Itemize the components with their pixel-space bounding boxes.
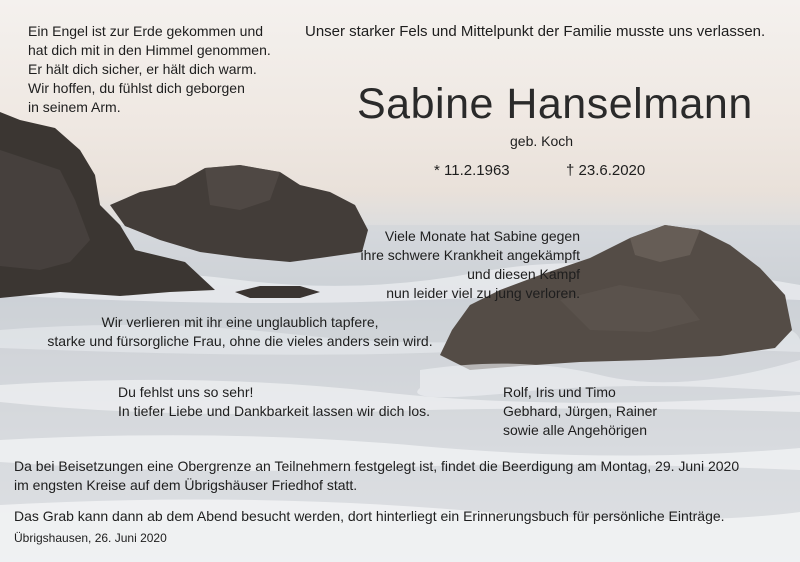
mourner-line: sowie alle Angehörigen [503,422,647,438]
farewell-line: Du fehlst uns so sehr! [118,384,254,400]
notice-line: Da bei Beisetzungen eine Obergrenze an Teilnehmern festgelegt ist, findet die Beerdigung am Montag, 29. Juni 2020 [14,458,740,474]
deceased-name: Sabine Hanselmann [357,80,753,128]
birth-date: * 11.2.1963 [434,162,510,179]
poem-line: hat dich mit in den Himmel genommen. [28,42,271,58]
death-date: † 23.6.2020 [566,162,646,179]
poem-line: in seinem Arm. [28,99,121,115]
mourner-line: Gebhard, Jürgen, Rainer [503,403,658,419]
tribute-line: ihre schwere Krankheit angekämpft [360,247,580,263]
tribute [60,227,580,303]
notice-line: im engsten Kreise auf dem Übrigshäuser Friedhof statt. [14,477,358,493]
maiden-name: geb. Koch [510,133,574,149]
tribute-line: nun leider viel zu jung verloren. [386,285,580,301]
poem [28,22,271,117]
poem-line: Er hält dich sicher, er hält dich warm. [28,61,257,77]
poem-line: Wir hoffen, du fühlst dich geborgen [28,80,245,96]
tribute-line: starke und fürsorgliche Frau, ohne die vieles anders sein wird. [47,333,433,349]
grave-info: Das Grab kann dann ab dem Abend besucht werden, dort hinterliegt ein Erinnerungsbuch für persönliche Einträge. [14,508,725,524]
tribute-line: und diesen Kampf [467,266,580,282]
place-date: Übrigshausen, 26. Juni 2020 [14,531,167,545]
farewell-line: In tiefer Liebe und Dankbarkeit lassen wir dich los. [118,403,431,419]
farewell [118,383,430,421]
poem-line: Ein Engel ist zur Erde gekommen und [28,23,264,39]
tribute-line: Viele Monate hat Sabine gegen [384,228,580,244]
funeral-notice [14,457,739,495]
tribute-line: Wir verlieren mit ihr eine unglaublich tapfere, [101,314,379,330]
header-text: Unser starker Fels und Mittelpunkt der Familie musste uns verlassen. [305,23,766,40]
mourners [503,383,657,440]
tribute-closing [20,313,460,351]
mourner-line: Rolf, Iris und Timo [503,384,616,400]
